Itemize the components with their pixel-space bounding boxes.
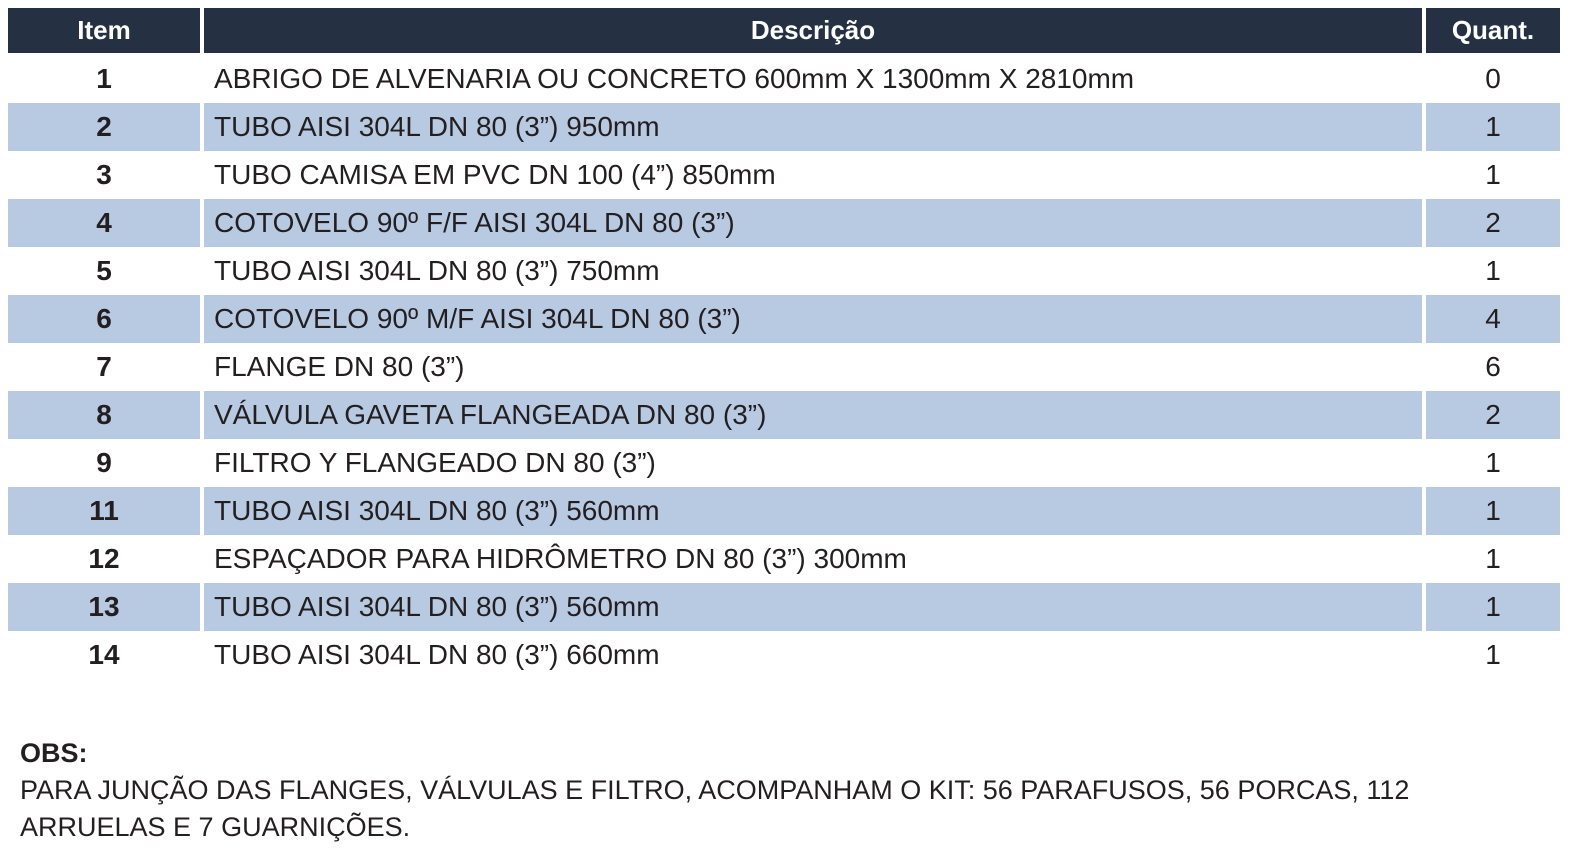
item-cell: 6 [8,295,200,343]
item-cell: 14 [88,639,120,670]
header-item: Item [8,8,200,53]
item-cell: 13 [8,583,200,631]
quantity-cell: 1 [1485,159,1501,190]
item-cell: 5 [96,255,112,286]
table-row [8,583,1560,631]
quantity-cell: 1 [1426,103,1560,151]
table-row [8,151,1560,199]
quantity-cell: 1 [1485,543,1501,574]
table-row [8,631,1560,679]
notes-title: OBS: [20,738,88,768]
table-row [8,487,1560,535]
notes-text: PARA JUNÇÃO DAS FLANGES, VÁLVULAS E FILTRO, ACOMPANHAM O KIT: 56 PARAFUSOS, 56 PORCAS, 112 ARRUELAS E 7 GUARNIÇÕES. [20,775,1410,842]
item-cell: 12 [88,543,120,574]
description-cell: TUBO AISI 304L DN 80 (3”) 660mm [214,639,660,670]
item-cell: 4 [8,199,200,247]
quantity-cell: 1 [1485,255,1501,286]
quantity-cell: 4 [1426,295,1560,343]
description-cell: VÁLVULA GAVETA FLANGEADA DN 80 (3”) [204,391,1422,439]
description-cell: TUBO CAMISA EM PVC DN 100 (4”) 850mm [214,159,776,190]
description-cell: TUBO AISI 304L DN 80 (3”) 560mm [204,487,1422,535]
header-quantity: Quant. [1426,8,1560,53]
table-row [8,295,1560,343]
table-row [8,199,1560,247]
item-cell: 3 [96,159,112,190]
description-cell: TUBO AISI 304L DN 80 (3”) 750mm [214,255,660,286]
table-header [8,8,1560,53]
quantity-cell: 1 [1426,583,1560,631]
item-cell: 7 [96,351,112,382]
item-cell: 11 [8,487,200,535]
item-cell: 2 [8,103,200,151]
item-cell: 1 [96,63,112,94]
table-row [8,103,1560,151]
quantity-cell: 1 [1426,487,1560,535]
description-cell: ESPAÇADOR PARA HIDRÔMETRO DN 80 (3”) 300mm [214,543,907,574]
description-cell: COTOVELO 90º F/F AISI 304L DN 80 (3”) [204,199,1422,247]
item-cell: 9 [96,447,112,478]
description-cell: ABRIGO DE ALVENARIA OU CONCRETO 600mm X 1300mm X 2810mm [214,63,1135,94]
table-row [8,535,1560,583]
parts-table [8,8,1560,679]
description-cell: FLANGE DN 80 (3”) [214,351,465,382]
quantity-cell: 2 [1426,199,1560,247]
quantity-cell: 6 [1485,351,1501,382]
notes-section [20,735,1550,846]
header-description: Descrição [204,8,1422,53]
table-row [8,343,1560,391]
table-row [8,55,1560,103]
quantity-cell: 0 [1485,63,1501,94]
description-cell: FILTRO Y FLANGEADO DN 80 (3”) [214,447,656,478]
quantity-cell: 1 [1485,447,1501,478]
quantity-cell: 1 [1485,639,1501,670]
table-row [8,247,1560,295]
description-cell: COTOVELO 90º M/F AISI 304L DN 80 (3”) [204,295,1422,343]
table-row [8,439,1560,487]
quantity-cell: 2 [1426,391,1560,439]
item-cell: 8 [8,391,200,439]
description-cell: TUBO AISI 304L DN 80 (3”) 950mm [204,103,1422,151]
description-cell: TUBO AISI 304L DN 80 (3”) 560mm [204,583,1422,631]
table-row [8,391,1560,439]
